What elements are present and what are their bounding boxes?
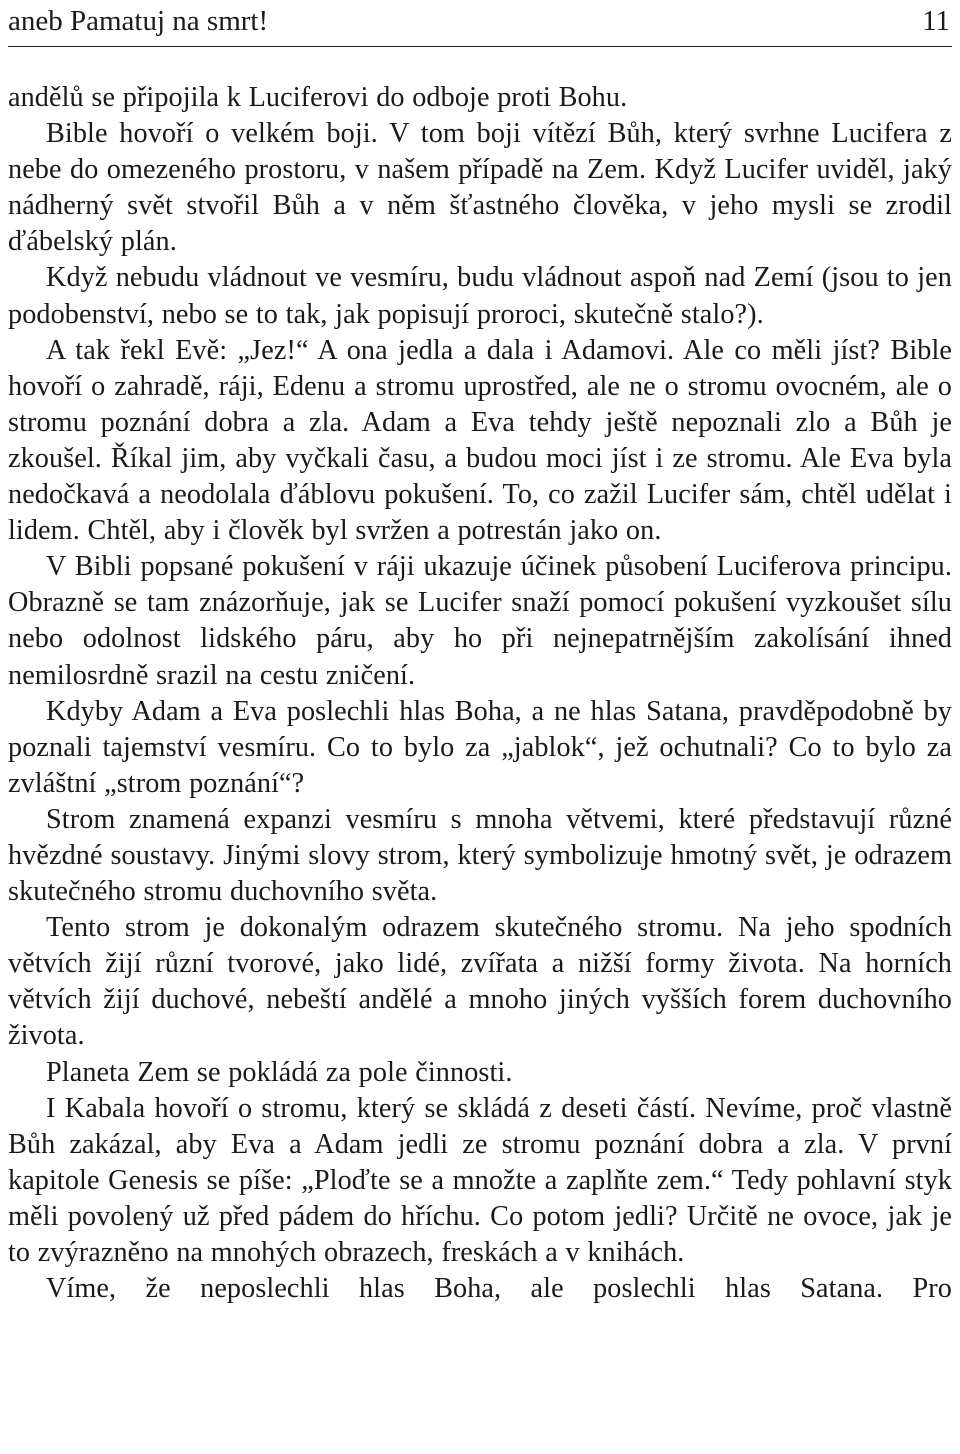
- paragraph-5: V Bibli popsané pokušení v ráji ukazuje účinek působení Luciferova principu. Obrazně se tam znázorňuje, jak se Lucifer snaží pomocí pokušení vyzkoušet sílu nebo odolnost lidského páru, aby ho při nejnepatrnějším zakolísání ihned nemilosrdně srazil na cestu zničení.: [8, 551, 952, 691]
- paragraph-6: Kdyby Adam a Eva poslechli hlas Boha, a ne hlas Satana, pravděpodobně by poznali tajemství vesmíru. Co to bylo za „jablok“, jež ochutnali? Co to bylo za zvláštní „strom poznání“?: [8, 695, 952, 799]
- body-text: [8, 80, 952, 1307]
- page-number: 11: [922, 5, 950, 37]
- paragraph-11: Víme, že neposlechli hlas Boha, ale poslechli hlas Satana. Pro: [46, 1273, 952, 1305]
- running-header: [8, 0, 952, 47]
- paragraph-2: Bible hovoří o velkém boji. V tom boji vítězí Bůh, který svrhne Lucifera z nebe do omezeného prostoru, v našem případě na Zem. Když Lucifer uviděl, jaký nádherný svět stvořil Bůh a v něm šťastného člověka, v jeho mysli se zrodil ďábelský plán.: [8, 118, 952, 258]
- paragraph-4: A tak řekl Evě: „Jez!“ A ona jedla a dala i Adamovi. Ale co měli jíst? Bible hovoří o zahradě, ráji, Edenu a stromu uprostřed, ale ne o stromu ovocném, ale o stromu poznání dobra a zla. Adam a Eva tehdy ještě nepoznali zlo a Bůh je zkoušel. Říkal jim, aby vyčkali času, a budou moci jíst i ze stromu. Ale Eva byla nedočkavá a neodolala ďáblovu pokušení. To, co zažil Lucifer sám, chtěl udělat i lidem. Chtěl, aby i člověk byl svržen a potrestán jako on.: [8, 334, 952, 547]
- paragraph-7: Strom znamená expanzi vesmíru s mnoha větvemi, které představují různé hvězdné soustavy. Jinými slovy strom, který symbolizuje hmotný svět, je odrazem skutečného stromu duchovního světa.: [8, 803, 952, 908]
- paragraph-10: I Kabala hovoří o stromu, který se skládá z deseti částí. Nevíme, proč vlastně Bůh zakázal, aby Eva a Adam jedli ze stromu poznání dobra a zla. V první kapitole Genesis se píše: „Ploďte se a množte a zaplňte zem.“ Tedy pohlavní styk měli povolený už před pádem do hříchu. Co potom jedli? Určitě ne ovoce, jak je to zvýrazněno na mnohých obrazech, freskách a v knihách.: [8, 1092, 952, 1268]
- running-title: aneb Pamatuj na smrt!: [8, 5, 269, 37]
- paragraph-3: Když nebudu vládnout ve vesmíru, budu vládnout aspoň nad Zemí (jsou to jen podobenství, nebo se to tak, jak popisují proroci, skutečně stalo?).: [8, 262, 952, 330]
- paragraph-8: Tento strom je dokonalým odrazem skutečného stromu. Na jeho spodních větvích žijí různí tvorové, jako lidé, zvířata a nižší formy života. Na horních větvích žijí duchové, nebeští andělé a mnoho jiných vyšších forem duchovního života.: [8, 912, 952, 1052]
- paragraph-9: Planeta Zem se pokládá za pole činnosti.: [46, 1056, 513, 1088]
- paragraph-1: andělů se připojila k Luciferovi do odboje proti Bohu.: [8, 82, 628, 113]
